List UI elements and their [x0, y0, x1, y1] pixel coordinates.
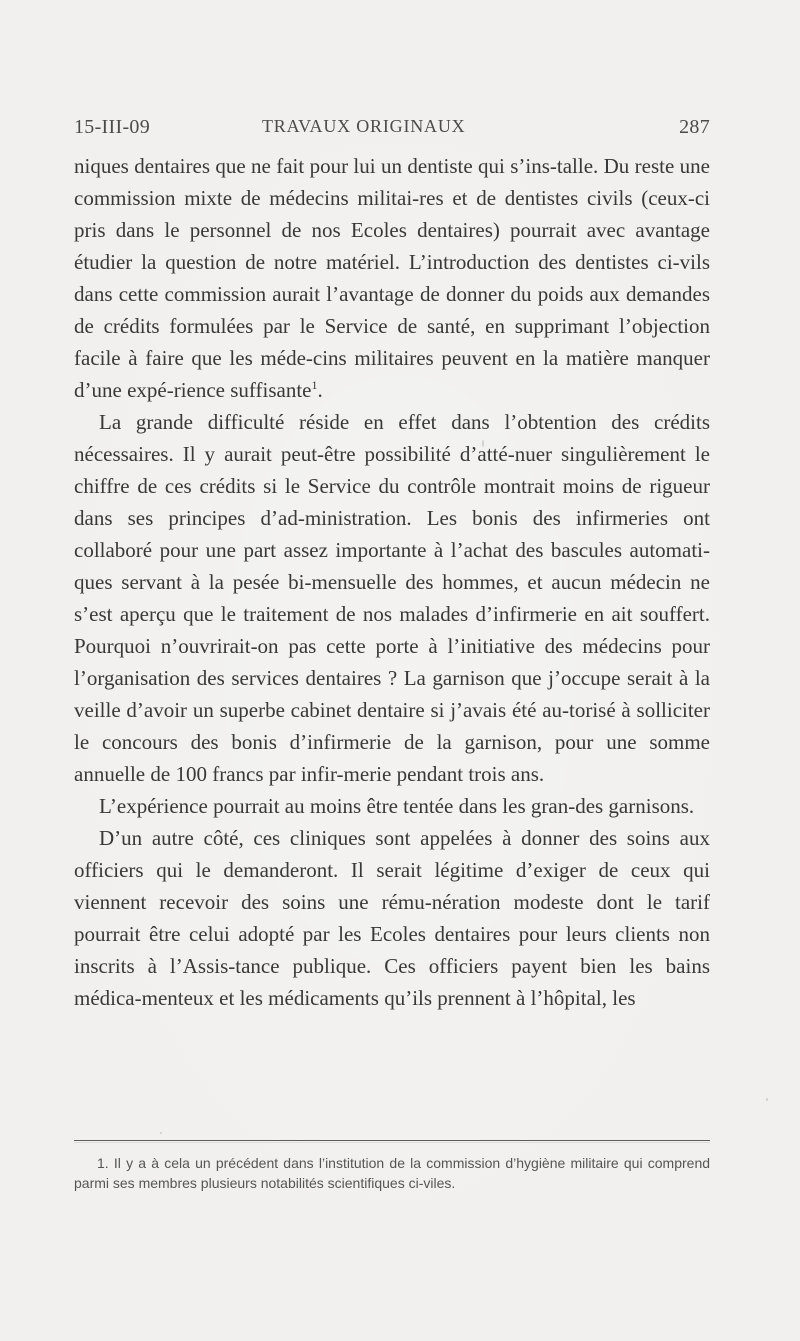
paragraph-4: D’un autre côté, ces cliniques sont appelées à donner des soins aux officiers qui le demanderont. Il serait légitime d’exiger de ceux qui viennent recevoir des soins une rému-nération modeste dont le tarif pourrait être celui adopté par les Ecoles dentaires pour leurs clients non inscrits à l’Assis-tance publique. Ces officiers payent bien les bains médica-menteux et les médicaments qu’ils prennent à l’hôpital, les — [74, 826, 710, 1010]
footnote-divider — [74, 1140, 710, 1141]
footnote-reference: 1 — [311, 378, 318, 392]
footnote-number: 1. — [97, 1155, 109, 1171]
footnote-text: Il y a à cela un précédent dans l’institution de la commission d’hygiène militaire qui comprend parmi ses membres plusieurs notabilités scientifiques ci-viles. — [74, 1155, 711, 1191]
paragraph-2: La grande difficulté réside en effet dans l’obtention des crédits nécessaires. Il y aurait peut-être possibilité d’atté-nuer singulièrement le chiffre de ces crédits si le Service du contrôle montrait moins de rigueur dans ses principes d’ad-ministration. Les bonis des infirmeries ont collaboré pour une part assez importante à l’achat des bascules automati-ques servant à la pesée bi-mensuelle des hommes, et aucun médecin ne s’est aperçu que le traitement de nos malades d’infirmerie en ait souffert. Pourquoi n’ouvrirait-on pas cette porte à l’initiative des médecins pour l’organisation des services dentaires ? La garnison que j’occupe serait à la veille d’avoir un superbe cabinet dentaire si j’avais été au-torisé à solliciter le concours des bonis d’infirmerie de la garnison, pour une somme annuelle de 100 francs par infir-merie pendant trois ans. — [74, 410, 710, 786]
paragraph-1-text: niques dentaires que ne fait pour lui un dentiste qui s’ins-talle. Du reste une commission mixte de médecins militai-res et de dentistes civils (ceux-ci pris dans le personnel de nos Ecoles dentaires) pourrait avec avantage étudier la question de notre matériel. L’introduction des dentistes ci-vils dans cette commission aurait l’avantage de donner du poids aux demandes de crédits formulées par le Service de santé, en supprimant l’objection facile à faire que les méde-cins militaires peuvent en la matière manquer d’une expé-rience suffisante — [74, 154, 710, 402]
paragraph-3: L’expérience pourrait au moins être tentée dans les gran-des garnisons. — [99, 794, 695, 818]
issue-date: 15-III-09 — [74, 116, 151, 138]
paper-speck-3 — [160, 1132, 162, 1134]
running-header — [74, 116, 710, 146]
section-title: TRAVAUX ORIGINAUX — [262, 116, 466, 136]
paragraph-1 — [74, 150, 710, 406]
page-number: 287 — [679, 116, 710, 138]
footnote — [74, 1153, 710, 1193]
paper-speck-2 — [766, 1098, 768, 1101]
main-text — [74, 150, 710, 1014]
paragraph-1-tail: . — [317, 378, 323, 402]
